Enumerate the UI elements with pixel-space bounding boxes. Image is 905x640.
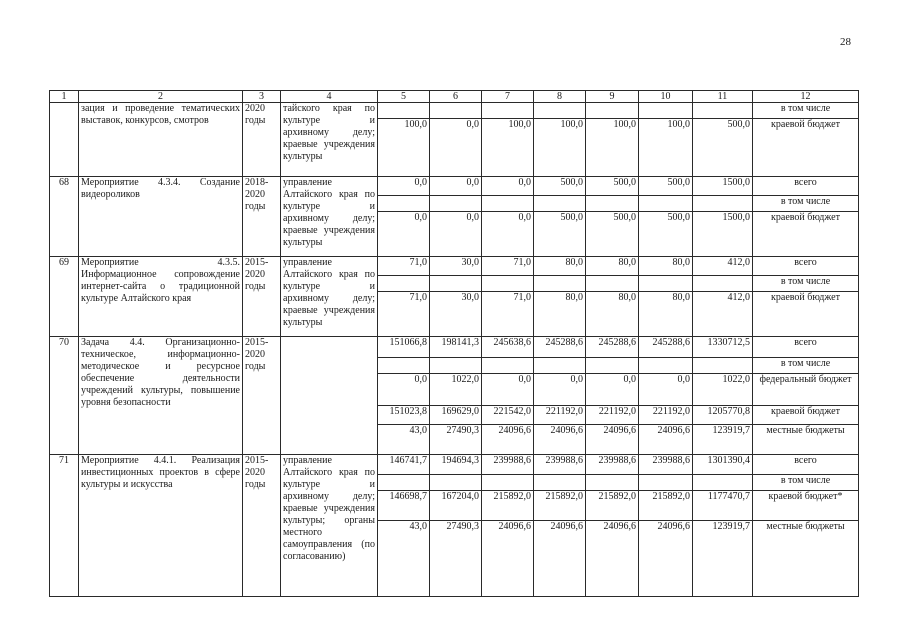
row-number: 69 <box>50 257 79 337</box>
value-cell: 0,0 <box>482 374 534 406</box>
value-cell: 71,0 <box>482 292 534 337</box>
value-cell: 1205770,8 <box>693 406 753 425</box>
header-cell: 7 <box>482 91 534 103</box>
value-cell: 80,0 <box>534 292 586 337</box>
row-number: 68 <box>50 177 79 257</box>
value-cell: 24096,6 <box>639 521 693 597</box>
value-cell: 239988,6 <box>586 455 639 475</box>
funding-source: всего <box>753 455 859 475</box>
item-name: зация и проведение тематических выставок, конкурсов, смотров <box>79 103 243 177</box>
value-cell: 146741,7 <box>378 455 430 475</box>
value-cell: 239988,6 <box>534 455 586 475</box>
value-cell: 245288,6 <box>586 337 639 358</box>
item-executor: управление Алтайского края по культуре и архивному делу; краевые учреждения культуры <box>281 177 378 257</box>
value-cell: 24096,6 <box>586 521 639 597</box>
value-cell: 412,0 <box>693 257 753 276</box>
value-cell: 194694,3 <box>430 455 482 475</box>
value-cell: 0,0 <box>430 212 482 257</box>
value-cell: 80,0 <box>639 292 693 337</box>
header-cell: 12 <box>753 91 859 103</box>
item-period: 2015-2020 годы <box>243 257 281 337</box>
funding-source: в том числе <box>753 358 859 374</box>
table-row <box>50 257 859 276</box>
value-cell: 24096,6 <box>534 521 586 597</box>
table-row <box>50 455 859 475</box>
value-cell: 221192,0 <box>639 406 693 425</box>
value-cell: 24096,6 <box>639 425 693 455</box>
page-number: 28 <box>840 36 851 48</box>
value-cell: 0,0 <box>482 212 534 257</box>
value-cell: 245638,6 <box>482 337 534 358</box>
value-cell: 500,0 <box>534 177 586 196</box>
value-cell: 167204,0 <box>430 491 482 521</box>
funding-source: всего <box>753 337 859 358</box>
value-cell: 0,0 <box>378 177 430 196</box>
value-cell: 146698,7 <box>378 491 430 521</box>
value-cell: 215892,0 <box>482 491 534 521</box>
item-executor: управление Алтайского края по культуре и архивному делу; краевые учреждения культуры; органы местного самоуправления (по согласованию) <box>281 455 378 597</box>
item-executor <box>281 337 378 455</box>
funding-source: местные бюджеты <box>753 425 859 455</box>
item-period: 2015-2020 годы <box>243 455 281 597</box>
value-cell: 80,0 <box>639 257 693 276</box>
funding-source: в том числе <box>753 196 859 212</box>
funding-source: всего <box>753 177 859 196</box>
value-cell: 0,0 <box>639 374 693 406</box>
value-cell: 100,0 <box>534 119 586 177</box>
value-cell: 500,0 <box>586 177 639 196</box>
value-cell: 215892,0 <box>586 491 639 521</box>
value-cell: 71,0 <box>378 257 430 276</box>
header-cell: 5 <box>378 91 430 103</box>
header-cell: 11 <box>693 91 753 103</box>
value-cell: 500,0 <box>586 212 639 257</box>
item-name: Мероприятие 4.3.5. Информационное сопровождение интернет-сайта о традиционной культуре Алтайского края <box>79 257 243 337</box>
value-cell: 151023,8 <box>378 406 430 425</box>
funding-source: в том числе <box>753 276 859 292</box>
table-row <box>50 177 859 196</box>
value-cell: 500,0 <box>693 119 753 177</box>
value-cell: 43,0 <box>378 521 430 597</box>
value-cell: 221192,0 <box>534 406 586 425</box>
funding-source: краевой бюджет <box>753 292 859 337</box>
value-cell: 80,0 <box>586 292 639 337</box>
value-cell: 169629,0 <box>430 406 482 425</box>
value-cell: 100,0 <box>639 119 693 177</box>
funding-source: краевой бюджет <box>753 212 859 257</box>
value-cell: 0,0 <box>482 177 534 196</box>
value-cell: 71,0 <box>378 292 430 337</box>
value-cell: 123919,7 <box>693 425 753 455</box>
value-cell: 221192,0 <box>586 406 639 425</box>
item-period: 2020 годы <box>243 103 281 177</box>
funding-source: в том числе <box>753 103 859 119</box>
value-cell: 30,0 <box>430 292 482 337</box>
funding-source: всего <box>753 257 859 276</box>
value-cell: 123919,7 <box>693 521 753 597</box>
value-cell: 1022,0 <box>430 374 482 406</box>
value-cell: 1022,0 <box>693 374 753 406</box>
value-cell: 500,0 <box>534 212 586 257</box>
value-cell: 500,0 <box>639 177 693 196</box>
item-name: Мероприятие 4.3.4. Создание видеороликов <box>79 177 243 257</box>
header-cell: 9 <box>586 91 639 103</box>
header-cell: 6 <box>430 91 482 103</box>
value-cell: 43,0 <box>378 425 430 455</box>
value-cell: 71,0 <box>482 257 534 276</box>
value-cell: 0,0 <box>378 212 430 257</box>
value-cell: 24096,6 <box>534 425 586 455</box>
funding-source: краевой бюджет <box>753 406 859 425</box>
value-cell: 0,0 <box>534 374 586 406</box>
table-row <box>50 337 859 358</box>
table-row <box>50 103 859 119</box>
program-table <box>49 90 859 597</box>
value-cell: 239988,6 <box>482 455 534 475</box>
value-cell: 27490,3 <box>430 425 482 455</box>
item-executor: управление Алтайского края по культуре и архивному делу; краевые учреждения культуры <box>281 257 378 337</box>
value-cell: 24096,6 <box>482 425 534 455</box>
value-cell: 30,0 <box>430 257 482 276</box>
row-number: 70 <box>50 337 79 455</box>
value-cell: 500,0 <box>639 212 693 257</box>
value-cell: 412,0 <box>693 292 753 337</box>
value-cell: 1301390,4 <box>693 455 753 475</box>
value-cell: 80,0 <box>534 257 586 276</box>
header-cell: 8 <box>534 91 586 103</box>
header-cell: 10 <box>639 91 693 103</box>
value-cell: 0,0 <box>430 177 482 196</box>
value-cell: 239988,6 <box>639 455 693 475</box>
row-number <box>50 103 79 177</box>
header-row <box>50 91 859 103</box>
funding-source: федеральный бюджет <box>753 374 859 406</box>
value-cell: 245288,6 <box>639 337 693 358</box>
item-executor: тайского края по культуре и архивному делу; краевые учреждения культуры <box>281 103 378 177</box>
value-cell: 24096,6 <box>586 425 639 455</box>
value-cell: 215892,0 <box>534 491 586 521</box>
value-cell: 198141,3 <box>430 337 482 358</box>
item-period: 2018-2020 годы <box>243 177 281 257</box>
funding-source: краевой бюджет* <box>753 491 859 521</box>
value-cell: 100,0 <box>378 119 430 177</box>
funding-source: в том числе <box>753 475 859 491</box>
funding-source: краевой бюджет <box>753 119 859 177</box>
row-number: 71 <box>50 455 79 597</box>
value-cell: 27490,3 <box>430 521 482 597</box>
value-cell: 0,0 <box>586 374 639 406</box>
value-cell: 245288,6 <box>534 337 586 358</box>
value-cell: 100,0 <box>586 119 639 177</box>
value-cell: 100,0 <box>482 119 534 177</box>
value-cell: 1500,0 <box>693 212 753 257</box>
value-cell: 151066,8 <box>378 337 430 358</box>
item-name: Задача 4.4. Организационно-техническое, информационно-методическое и ресурсное обеспечение деятельности учреждений культуры, повышение уровня безопасности <box>79 337 243 455</box>
value-cell: 221542,0 <box>482 406 534 425</box>
value-cell: 80,0 <box>586 257 639 276</box>
value-cell: 0,0 <box>378 374 430 406</box>
value-cell: 1177470,7 <box>693 491 753 521</box>
value-cell: 0,0 <box>430 119 482 177</box>
funding-source: местные бюджеты <box>753 521 859 597</box>
value-cell: 24096,6 <box>482 521 534 597</box>
header-cell: 2 <box>79 91 243 103</box>
header-cell: 3 <box>243 91 281 103</box>
item-name: Мероприятие 4.4.1. Реализация инвестиционных проектов в сфере культуры и искусства <box>79 455 243 597</box>
item-period: 2015-2020 годы <box>243 337 281 455</box>
value-cell: 1500,0 <box>693 177 753 196</box>
header-cell: 4 <box>281 91 378 103</box>
header-cell: 1 <box>50 91 79 103</box>
value-cell: 1330712,5 <box>693 337 753 358</box>
value-cell: 215892,0 <box>639 491 693 521</box>
